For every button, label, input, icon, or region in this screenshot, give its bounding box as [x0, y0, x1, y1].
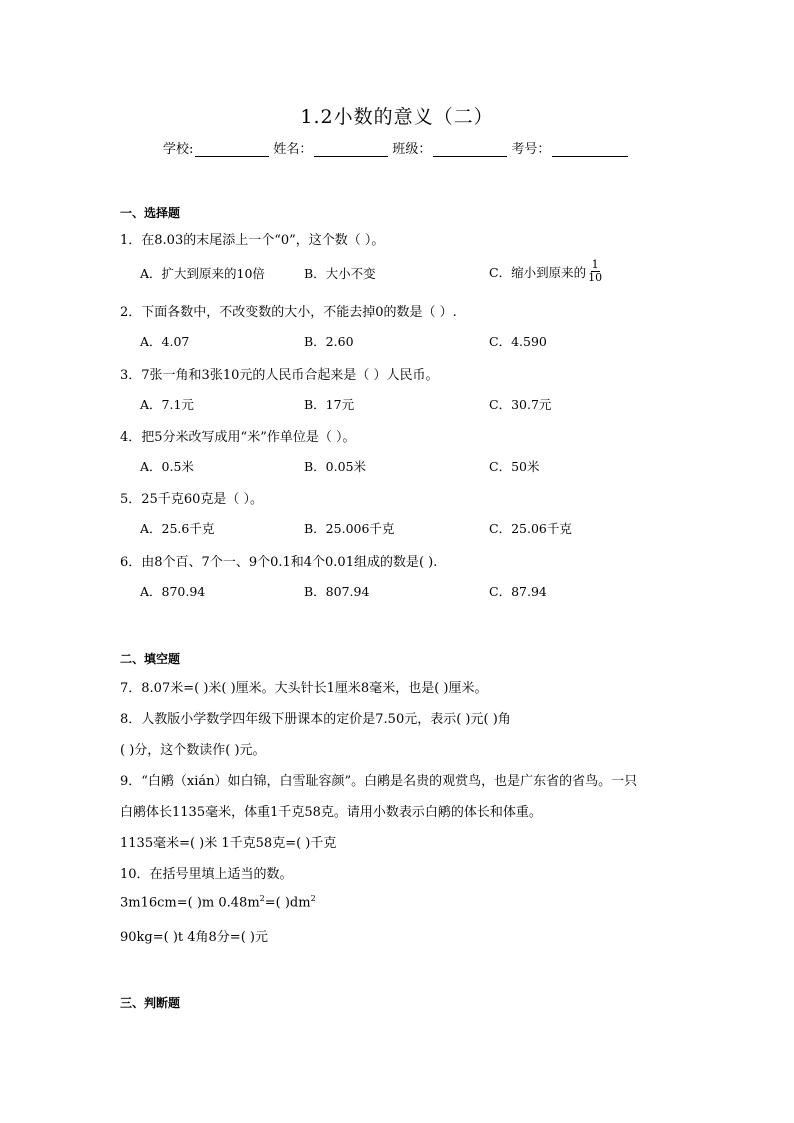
school-blank[interactable]: [195, 142, 269, 157]
section-heading-fill: 二、填空题: [120, 652, 181, 666]
section-heading-choice: 一、选择题: [120, 206, 181, 220]
school-label: 学校:: [163, 142, 194, 157]
q10-part-a: 3m16cm=( )m 0.48m: [120, 895, 260, 911]
question-3: 3．7张一角和3张10元的人民币合起来是（ ）人民币。: [120, 368, 439, 383]
q1-option-c[interactable]: [489, 259, 602, 284]
page-title: 1.2小数的意义（二）: [300, 106, 494, 128]
number-label: 考号：: [511, 142, 551, 157]
q1-option-b[interactable]: B．大小不变: [304, 266, 376, 281]
question-9-line-3: 1135毫米=( )米 1千克58克=( )千克: [120, 836, 337, 851]
question-2: 2．下面各数中，不改变数的大小，不能去掉0的数是（ ）.: [120, 305, 457, 320]
number-blank[interactable]: [552, 142, 628, 157]
question-9-line-2: 白鹇体长1135毫米，体重1千克58克。请用小数表示白鹇的体长和体重。: [120, 805, 542, 820]
name-label: 姓名：: [273, 142, 313, 157]
question-4: 4．把5分米改写成用“米”作单位是（ ）。: [120, 430, 356, 445]
question-5: 5．25千克60克是（ ）。: [120, 492, 263, 507]
squared-mark-2: 2: [310, 894, 316, 903]
q3-option-c[interactable]: C．30.7元: [489, 397, 552, 412]
q5-option-c[interactable]: C．25.06千克: [489, 521, 572, 536]
fraction-denominator: 10: [588, 271, 603, 284]
q2-option-c[interactable]: C．4.590: [489, 334, 547, 349]
class-blank[interactable]: [433, 142, 507, 157]
name-blank[interactable]: [314, 142, 388, 157]
class-label: 班级：: [392, 142, 432, 157]
question-8-line-1: 8．人教版小学数学四年级下册课本的定价是7.50元，表示( )元( )角: [120, 712, 511, 727]
q6-option-c[interactable]: C．87.94: [489, 584, 547, 599]
question-8-line-2: ( )分，这个数读作( )元。: [120, 743, 266, 758]
question-10-line-1: [120, 894, 316, 910]
question-10: 10．在括号里填上适当的数。: [120, 867, 293, 882]
question-10-line-2: 90kg=( )t 4角8分=( )元: [120, 930, 268, 945]
question-1: 1．在8.03的末尾添上一个“0”，这个数（ ）。: [120, 233, 385, 248]
q1-option-a[interactable]: A．扩大到原来的10倍: [140, 266, 265, 281]
question-7: 7．8.07米=( )米( )厘米。大头针长1厘米8毫米，也是( )厘米。: [120, 681, 488, 696]
q10-part-b: =( )dm: [264, 895, 311, 911]
q4-option-a[interactable]: A．0.5米: [140, 459, 194, 474]
fraction-numerator: 1: [591, 258, 599, 271]
q6-option-b[interactable]: B．807.94: [304, 584, 370, 599]
q6-option-a[interactable]: A．870.94: [140, 584, 206, 599]
q1-option-c-label: C．缩小到原来的: [489, 264, 587, 280]
q5-option-b[interactable]: B．25.006千克: [304, 521, 395, 536]
fraction-one-tenth: [588, 259, 602, 284]
question-6: 6．由8个百、7个一、9个0.1和4个0.01组成的数是( ).: [120, 555, 438, 570]
section-heading-judge: 三、判断题: [120, 996, 181, 1010]
q4-option-b[interactable]: B．0.05米: [304, 459, 367, 474]
q4-option-c[interactable]: C．50米: [489, 459, 540, 474]
q3-option-a[interactable]: A．7.1元: [140, 397, 194, 412]
q3-option-b[interactable]: B．17元: [304, 397, 355, 412]
student-info-row: [163, 138, 632, 157]
question-9-line-1: 9．“白鹇（xián）如白锦，白雪耻容颜”。白鹇是名贵的观赏鸟，也是广东省的省鸟。一只: [120, 774, 638, 789]
q2-option-b[interactable]: B．2.60: [304, 334, 354, 349]
q2-option-a[interactable]: A．4.07: [140, 334, 190, 349]
squared-mark-1: 2: [259, 894, 265, 903]
q5-option-a[interactable]: A．25.6千克: [140, 521, 215, 536]
